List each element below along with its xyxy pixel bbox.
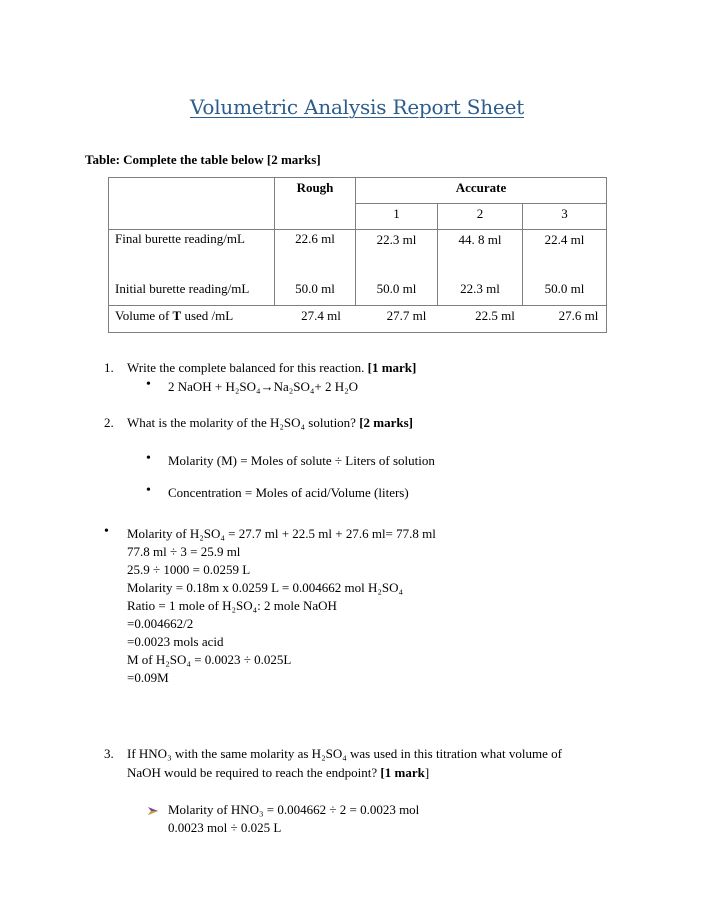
question-number: 2.: [104, 415, 114, 430]
question-3-line-2: NaOH would be required to reach the endpoint? [1 mark]: [127, 765, 430, 780]
bullet-icon: •: [146, 377, 151, 392]
cell-trial-1: 50.0 ml: [376, 281, 417, 296]
cell-trial-2: 44. 8 ml: [458, 232, 502, 247]
q2-bullet: Molarity (M) = Moles of solute ÷ Liters of solution: [168, 453, 435, 468]
working-line: =0.0023 mols acid: [127, 634, 224, 649]
working-line: Ratio = 1 mole of H₂SO₄: 2 mole NaOH: [127, 598, 337, 613]
cell-rough: 50.0 ml: [295, 281, 335, 296]
working-line: Molarity = 0.18m x 0.0259 L = 0.004662 mol H₂SO₄: [127, 580, 404, 595]
answer-line: 0.0023 mol ÷ 0.025 L: [168, 820, 282, 835]
trial-number: 1: [393, 206, 400, 221]
cell-trial-2: 22.3 ml: [460, 281, 500, 296]
cell-rough: 22.6 ml: [295, 231, 335, 246]
q3-answer: [168, 801, 419, 837]
question-3-line-1: If HNO₃ with the same molarity as H₂SO₄ was used in this titration what volume of: [127, 746, 562, 761]
row-label: Initial burette reading/mL: [115, 281, 250, 296]
q2-bullet: Concentration = Moles of acid/Volume (liters): [168, 485, 409, 500]
question-number: 3.: [104, 746, 114, 761]
bullet-icon: •: [146, 483, 151, 498]
q1-answer: 2 NaOH + H₂SO₄→Na₂SO₄+ 2 H₂O: [168, 379, 359, 394]
row-label-volume: Volume of T used /mL: [115, 308, 234, 323]
row-label: Final burette reading/mL: [115, 231, 245, 246]
arrow-bullet-icon: [147, 804, 161, 816]
question-1: Write the complete balanced for this reaction. [1 mark]: [127, 360, 417, 375]
header-accurate: Accurate: [455, 180, 507, 195]
question-2: What is the molarity of the H₂SO₄ solution? [2 marks]: [127, 415, 413, 430]
working-line: Molarity of H₂SO₄ = 27.7 ml + 22.5 ml + 27.6 ml= 77.8 ml: [127, 526, 436, 541]
bullet-icon: •: [146, 451, 151, 466]
working-line: 77.8 ml ÷ 3 = 25.9 ml: [127, 544, 241, 559]
q2-working: [127, 525, 436, 687]
working-line: M of H₂SO₄ = 0.0023 ÷ 0.025L: [127, 652, 292, 667]
cell-trial-3: 50.0 ml: [544, 281, 585, 296]
header-rough: Rough: [296, 180, 334, 195]
cell-trial-1: 27.7 ml: [386, 308, 427, 323]
working-line: =0.004662/2: [127, 616, 194, 631]
working-line: 25.9 ÷ 1000 = 0.0259 L: [127, 562, 251, 577]
bullet-icon: •: [104, 524, 109, 539]
results-table: [0, 0, 714, 340]
working-line: =0.09M: [127, 670, 169, 685]
cell-rough: 27.4 ml: [301, 308, 341, 323]
page-title: Volumetric Analysis Report Sheet: [189, 95, 525, 119]
table-caption: Table: Complete the table below [2 marks]: [85, 152, 321, 167]
cell-trial-2: 22.5 ml: [475, 308, 515, 323]
answer-line: Molarity of HNO₃ = 0.004662 ÷ 2 = 0.0023 mol: [168, 802, 420, 817]
trial-number: 2: [476, 206, 484, 221]
cell-trial-3: 22.4 ml: [544, 232, 585, 247]
cell-trial-3: 27.6 ml: [558, 308, 599, 323]
question-number: 1.: [104, 360, 114, 375]
trial-number: 3: [561, 206, 568, 221]
cell-trial-1: 22.3 ml: [376, 232, 417, 247]
